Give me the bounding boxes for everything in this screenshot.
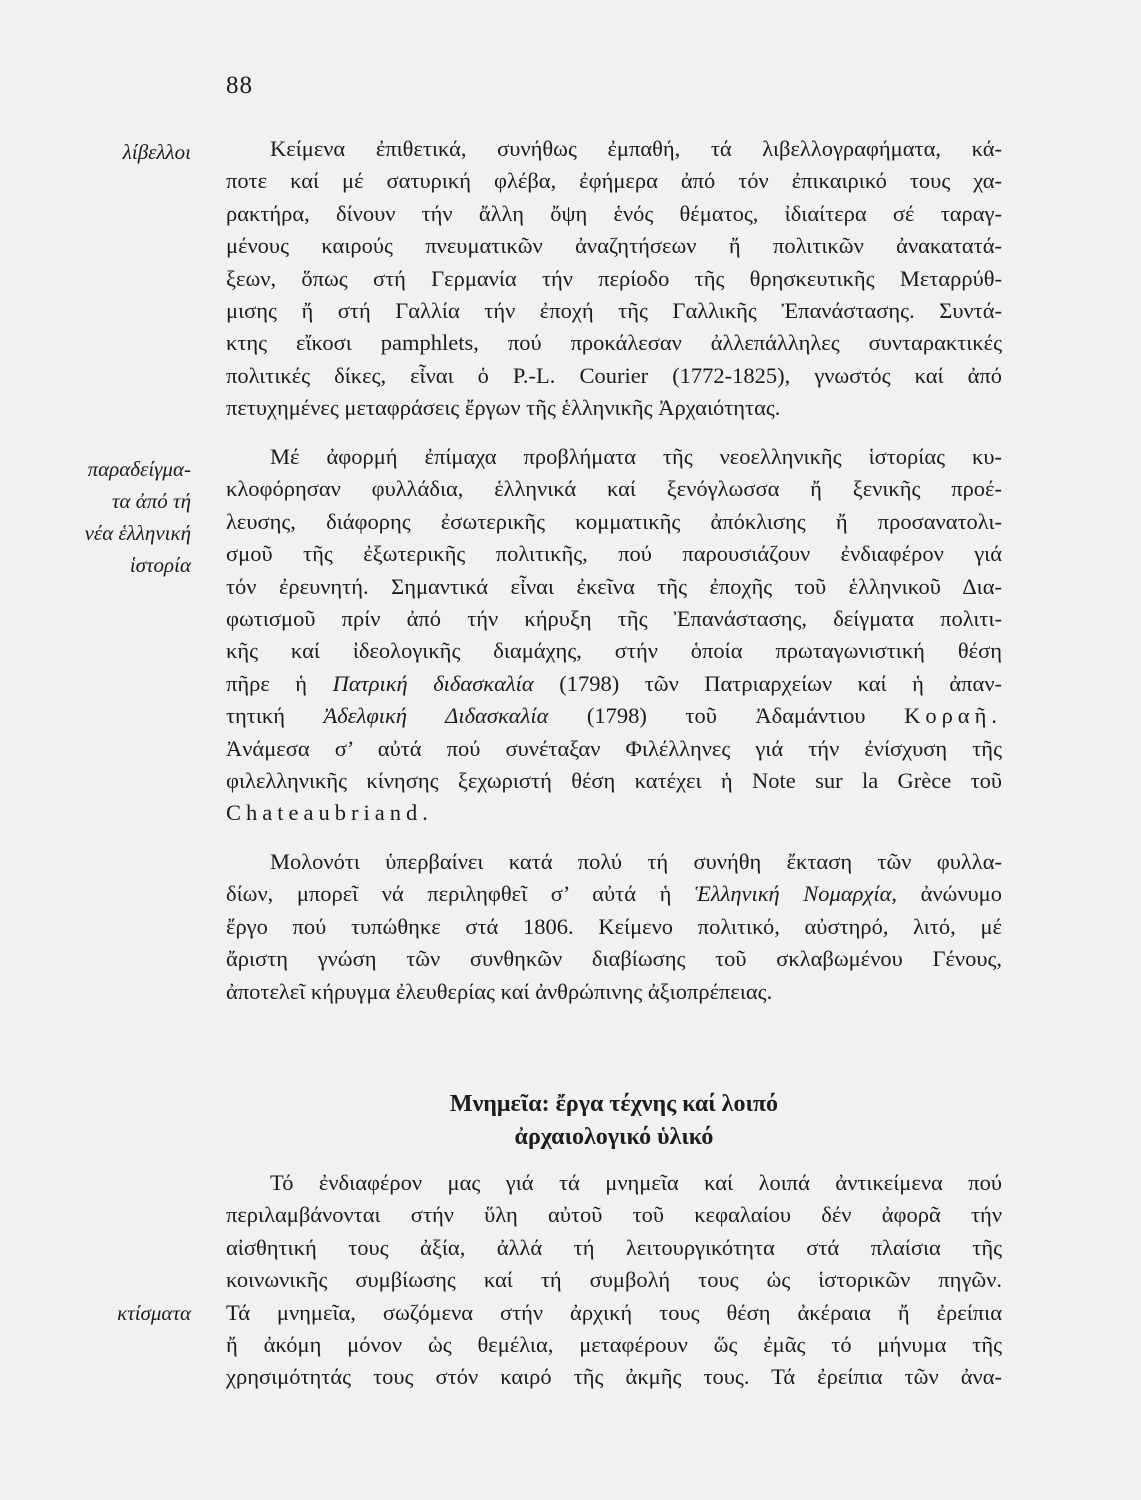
text-run: πῆρε ἡ bbox=[226, 670, 333, 696]
margin-note-line: τα ἀπό τή bbox=[111, 489, 191, 513]
text-line: περιλαμβάνονται στήν ὕλη αὐτοῦ τοῦ κεφαλαίου δέν ἀφορᾶ τήν bbox=[226, 1202, 1002, 1228]
text-line: πολιτικές δίκες, εἶναι ὁ P.-L. Courier (1772-1825), γνωστός καί ἀπό bbox=[226, 362, 1002, 388]
text-line: κοινωνικῆς συμβίωσης καί τή συμβολή τους ὡς ἱστορικῶν πηγῶν. bbox=[226, 1267, 1002, 1293]
text-line: ἔργο πού τυπώθηκε στά 1806. Κείμενο πολιτικό, αὐστηρό, λιτό, μέ bbox=[226, 913, 1002, 939]
margin-note-line: ἱστορία bbox=[129, 553, 191, 577]
text-line: Μολονότι ὑπερβαίνει κατά πολύ τή συνήθη ἔκταση τῶν φυλλα- bbox=[270, 849, 1002, 874]
text-run: τητική bbox=[226, 703, 324, 729]
text-line: Ἀνάμεσα σ’ αὐτά πού συνέταξαν Φιλέλληνες γιά τήν ἐνίσχυση τῆς bbox=[226, 735, 1002, 761]
heading-line-1: Μνημεῖα: ἔργα τέχνης καί λοιπό bbox=[449, 1091, 779, 1117]
paragraph-monuments bbox=[226, 1167, 1002, 1394]
text-line: κῆς καί ἰδεολογικῆς διαμάχης, στήν ὁποία πρωταγωνιστική θέση bbox=[226, 638, 1002, 664]
text-line: φιλελληνικῆς κίνησης ξεχωριστή θέση κατέχει ἡ Note sur la Grèce τοῦ bbox=[226, 768, 1002, 794]
text-line: λευσης, διάφορης ἐσωτερικῆς κομματικῆς ἀπόκλισης ἤ προσανατολι- bbox=[226, 508, 1002, 534]
text-run: (1798) τοῦ Ἀδαμάντιου bbox=[548, 703, 905, 729]
text-line: χρησιμότητάς τους στόν καιρό τῆς ἀκμῆς τους. Τά ἐρείπια τῶν ἀνα- bbox=[226, 1364, 1002, 1390]
margin-note-line: παραδείγμα- bbox=[87, 457, 191, 481]
paragraph-libelloi bbox=[226, 133, 1002, 425]
text-line: τόν ἐρευνητή. Σημαντικά εἶναι ἐκεῖνα τῆς ἐποχῆς τοῦ ἑλληνικοῦ Δια- bbox=[226, 573, 1002, 599]
text-line: Κείμενα ἐπιθετικά, συνήθως ἐμπαθή, τά λιβελλογραφήματα, κά- bbox=[270, 136, 1002, 161]
text-line: ἀποτελεῖ κήρυγμα ἐλευθερίας καί ἀνθρώπινης ἀξιοπρέπειας. bbox=[226, 978, 773, 1004]
text-line: κτης εἴκοσι pamphlets, πού προκάλεσαν ἀλλεπάλληλες συνταρακτικές bbox=[226, 330, 1002, 356]
text-line: αἰσθητική τους ἀξία, ἀλλά τή λειτουργικότητα στά πλαίσια τῆς bbox=[226, 1234, 1002, 1260]
text-line: μισης ἤ στή Γαλλία τήν ἐποχή τῆς Γαλλικῆς Ἐπανάστασης. Συντά- bbox=[226, 298, 1002, 324]
text-line: μένους καιρούς πνευματικῶν ἀναζητήσεων ἤ πολιτικῶν ἀνακατατά- bbox=[226, 233, 1002, 259]
title-elliniki-nomarchia: Ἑλληνική Νομαρχία, bbox=[694, 881, 898, 907]
name-korais: Κοραῆ. bbox=[904, 703, 1002, 729]
text-line: ποτε καί μέ σατυρική φλέβα, ἐφήμερα ἀπό τόν ἐπικαιρικό τους χα- bbox=[226, 168, 1002, 194]
text-line: ἤ ἀκόμη μόνον ὡς θεμέλια, μεταφέρουν ὥς ἐμᾶς τό μήνυμα τῆς bbox=[226, 1332, 1002, 1358]
paragraph-nomarchia bbox=[226, 846, 1002, 1008]
text-line: Τό ἐνδιαφέρον μας γιά τά μνημεῖα καί λοιπά ἀντικείμενα πού bbox=[270, 1170, 1002, 1195]
page-number: 88 bbox=[226, 72, 253, 99]
text-line: πετυχημένες μεταφράσεις ἔργων τῆς ἑλληνικῆς Ἀρχαιότητας. bbox=[226, 395, 781, 421]
text-line bbox=[226, 700, 1002, 732]
margin-note-paradeigmata bbox=[11, 453, 191, 581]
margin-note-libelloi: λίβελλοι bbox=[122, 140, 191, 164]
text-run: ἀνώνυμο bbox=[897, 881, 1002, 907]
text-line: κλοφόρησαν φυλλάδια, ἑλληνικά καί ξενόγλωσσα ἤ ξενικῆς προέ- bbox=[226, 476, 1002, 502]
text-line: Τά μνημεῖα, σωζόμενα στήν ἀρχική τους θέση ἀκέραια ἤ ἐρείπια bbox=[226, 1299, 1002, 1325]
text-line: σμοῦ τῆς ἐξωτερικῆς πολιτικῆς, πού παρουσιάζουν ἐνδιαφέρον γιά bbox=[226, 541, 1002, 567]
margin-note-line: νέα ἑλληνική bbox=[84, 521, 191, 545]
text-line: ἄριστη γνώση τῶν συνθηκῶν διαβίωσης τοῦ σκλαβωμένου Γένους, bbox=[226, 946, 1002, 972]
paragraph-greek-history bbox=[226, 441, 1002, 830]
margin-note-ktismata: κτίσματα bbox=[117, 1301, 191, 1325]
text-line bbox=[226, 668, 1002, 700]
text-run: δίων, μπορεῖ νά περιληφθεῖ σ’ αὐτά ἡ bbox=[226, 881, 695, 907]
text-run: (1798) τῶν Πατριαρχείων καί ἡ ἀπαν- bbox=[533, 670, 1002, 696]
title-adelfiki-didaskalia: Ἀδελφική Διδασκαλία bbox=[323, 703, 549, 729]
text-line: ρακτήρα, δίνουν τήν ἄλλη ὄψη ἑνός θέματος, ἰδιαίτερα σέ ταραγ- bbox=[226, 200, 1002, 226]
text-line bbox=[226, 878, 1002, 910]
title-patriki-didaskalia: Πατρική διδασκαλία bbox=[332, 670, 534, 696]
text-line: ξεων, ὅπως στή Γερμανία τήν περίοδο τῆς θρησκευτικῆς Μεταρρύθ- bbox=[226, 265, 1002, 291]
section-heading bbox=[226, 1088, 1002, 1154]
name-chateaubriand: Chateaubriand. bbox=[226, 800, 433, 826]
text-line: φωτισμοῦ πρίν ἀπό τήν κήρυξη τῆς Ἐπανάστασης, δείγματα πολιτι- bbox=[226, 606, 1002, 632]
heading-line-2: ἀρχαιολογικό ὑλικό bbox=[514, 1124, 714, 1150]
text-line: Μέ ἀφορμή ἐπίμαχα προβλήματα τῆς νεοελληνικῆς ἱστορίας κυ- bbox=[270, 444, 1002, 469]
